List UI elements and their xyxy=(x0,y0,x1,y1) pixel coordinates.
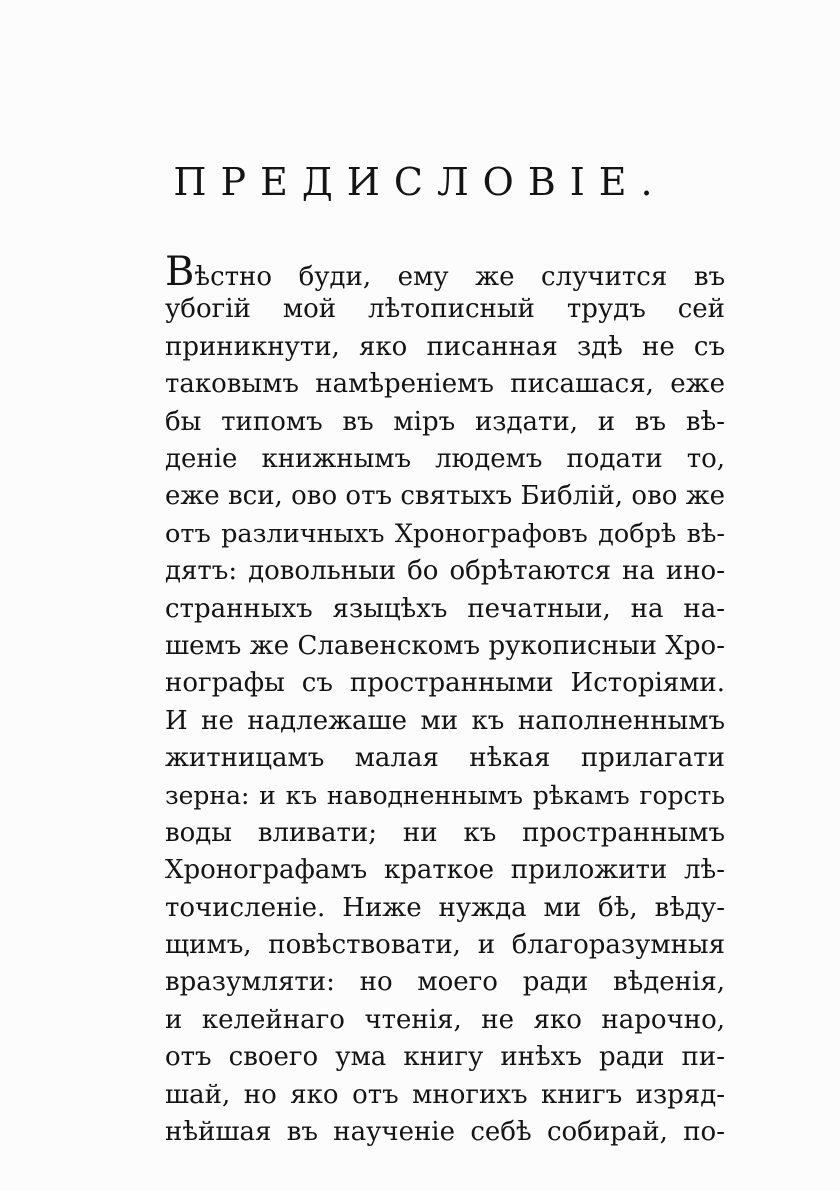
text-line: шемъ же Славенскомъ рукописныи Хро- xyxy=(165,630,725,661)
body-text xyxy=(165,249,725,1151)
first-line-rest: ѣстно буди, ему же случится въ xyxy=(194,262,725,292)
text-line: воды вливати; ни къ пространнымъ xyxy=(165,817,725,848)
text-line: и келейнаго чтенія, не яко нарочно, xyxy=(165,1004,725,1035)
text-line: деніе книжнымъ людемъ подати то, xyxy=(165,443,725,474)
text-line: зерна: и къ наводненнымъ рѣкамъ горсть xyxy=(165,781,725,811)
text-line: таковымъ намѣреніемъ писашася, еже xyxy=(165,369,725,400)
text-line: еже вси, ово отъ святыхъ Библій, ово же xyxy=(165,481,725,512)
text-line: приникнути, яко писанная здѣ не съ xyxy=(165,331,725,362)
text-line: вразумляти: но моего ради вѣденія, xyxy=(165,967,725,998)
text-line: странныхъ языцѣхъ печатныи, на на- xyxy=(165,593,725,624)
text-line: шай, но яко отъ многихъ книгъ изряд- xyxy=(165,1079,725,1110)
text-line: Хронографамъ краткое приложити лѣ- xyxy=(165,855,725,886)
text-line: дятъ: довольныи бо обрѣтаются на ино- xyxy=(165,556,725,587)
text-line: отъ различныхъ Хронографовъ добрѣ вѣ- xyxy=(165,518,725,549)
text-line: нѣйшая въ наученіе себѣ собирай, по- xyxy=(165,1116,725,1147)
text-line: точисленіе. Ниже нужда ми бѣ, вѣду- xyxy=(165,892,725,923)
text-line: щимъ, повѣствовати, и благоразумныя xyxy=(165,930,725,961)
text-line: убогій мой лѣтописный трудъ сей xyxy=(165,294,725,325)
text-line: нографы съ пространными Исторіями. xyxy=(165,668,725,699)
text-line: И не надлежаше ми къ наполненнымъ xyxy=(165,705,725,736)
text-line: бы типомъ въ міръ издати, и въ вѣ- xyxy=(165,406,725,437)
text-line-first xyxy=(165,249,725,295)
page-title: ПРЕДИСЛОВІЕ. xyxy=(173,160,667,204)
drop-cap: В xyxy=(165,249,195,295)
text-line: отъ своего ума книгу инѣхъ ради пи- xyxy=(165,1042,725,1073)
text-line: житницамъ малая нѣкая прилагати xyxy=(165,743,725,774)
